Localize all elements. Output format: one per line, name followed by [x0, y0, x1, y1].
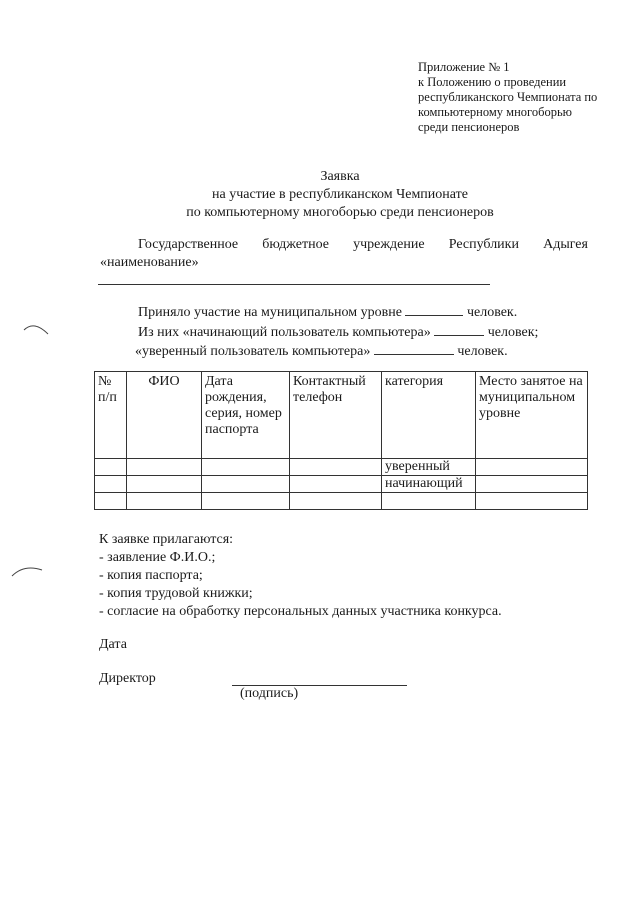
attachment-item: - копия паспорта;	[99, 568, 203, 583]
table-cell[interactable]	[95, 493, 127, 510]
table-cell[interactable]	[95, 476, 127, 493]
date-label: Дата	[99, 637, 127, 652]
participation-total-unit: человек.	[466, 305, 518, 320]
attachments-list	[99, 531, 502, 621]
table-row	[95, 459, 588, 476]
participation-line-beginner	[138, 323, 598, 343]
table-cell[interactable]	[127, 459, 202, 476]
participation-total-label: Приняло участие на муниципальном уровне	[138, 305, 402, 320]
participation-block	[135, 303, 598, 362]
organization-name-field[interactable]	[98, 284, 490, 285]
participation-beginner-label: Из них «начинающий пользователь компьютера»	[138, 324, 431, 340]
participation-total-field[interactable]	[405, 303, 463, 316]
attachments-heading: К заявке прилагаются:	[99, 532, 234, 547]
participation-confident-unit: человек.	[457, 344, 508, 359]
column-header-category: категория	[382, 372, 476, 459]
table-cell[interactable]	[202, 459, 290, 476]
participation-line-total	[138, 303, 598, 323]
attachment-item: - заявление Ф.И.О.;	[99, 550, 216, 565]
director-label: Директор	[99, 671, 156, 686]
appendix-note	[418, 60, 618, 135]
column-header-birth-passport: Дата рождения, серия, номер паспорта	[202, 372, 290, 459]
appendix-line: республиканского Чемпионата по	[418, 90, 598, 104]
table-cell-category[interactable]	[382, 493, 476, 510]
table-cell[interactable]	[476, 493, 588, 510]
scan-mark-bottom	[10, 562, 44, 580]
table-cell[interactable]	[202, 476, 290, 493]
org-word: бюджетное	[262, 237, 329, 252]
table-row	[95, 493, 588, 510]
appendix-line: среди пенсионеров	[418, 120, 520, 134]
appendix-line: Приложение № 1	[418, 60, 510, 74]
table-cell[interactable]	[127, 493, 202, 510]
column-header-phone: Контактный телефон	[290, 372, 382, 459]
table-cell[interactable]	[476, 476, 588, 493]
table-header-row	[95, 372, 588, 459]
table-cell-category[interactable]: уверенный	[382, 459, 476, 476]
appendix-line: к Положению о проведении	[418, 75, 567, 89]
table-cell[interactable]	[202, 493, 290, 510]
attachment-item: - копия трудовой книжки;	[99, 586, 253, 601]
title-line-1: Заявка	[320, 169, 360, 184]
table-cell[interactable]	[290, 493, 382, 510]
title-line-3: по компьютерному многоборью среди пенсионеров	[186, 205, 494, 220]
scan-mark-top	[22, 318, 50, 338]
participation-beginner-unit: человек;	[487, 324, 539, 340]
table-cell[interactable]	[290, 476, 382, 493]
participation-line-confident	[135, 342, 598, 362]
participation-confident-field[interactable]	[374, 342, 454, 355]
table-cell[interactable]	[476, 459, 588, 476]
participation-confident-label: «уверенный пользователь компьютера»	[135, 344, 371, 359]
organization-name-placeholder: «наименование»	[100, 255, 199, 270]
org-word: Государственное	[138, 237, 239, 252]
column-header-place: Место занятое на муниципальном уровне	[476, 372, 588, 459]
org-word: учреждение	[353, 237, 425, 252]
org-word: Адыгея	[543, 237, 588, 252]
org-word: Республики	[448, 237, 519, 252]
participants-table	[94, 371, 588, 510]
table-cell[interactable]	[95, 459, 127, 476]
column-header-number: № п/п	[95, 372, 127, 459]
table-cell[interactable]	[290, 459, 382, 476]
title-line-2: на участие в республиканском Чемпионате	[212, 187, 468, 202]
participation-beginner-field[interactable]	[434, 323, 484, 336]
document-title	[0, 168, 640, 222]
appendix-line: компьютерному многоборью	[418, 105, 572, 119]
signature-caption: (подпись)	[240, 686, 299, 701]
column-header-name: ФИО	[127, 372, 202, 459]
attachment-item: - согласие на обработку персональных данных участника конкурса.	[99, 604, 502, 619]
organization-block	[100, 236, 588, 272]
table-cell[interactable]	[127, 476, 202, 493]
organization-type	[100, 236, 588, 254]
table-cell-category[interactable]: начинающий	[382, 476, 476, 493]
table-row	[95, 476, 588, 493]
